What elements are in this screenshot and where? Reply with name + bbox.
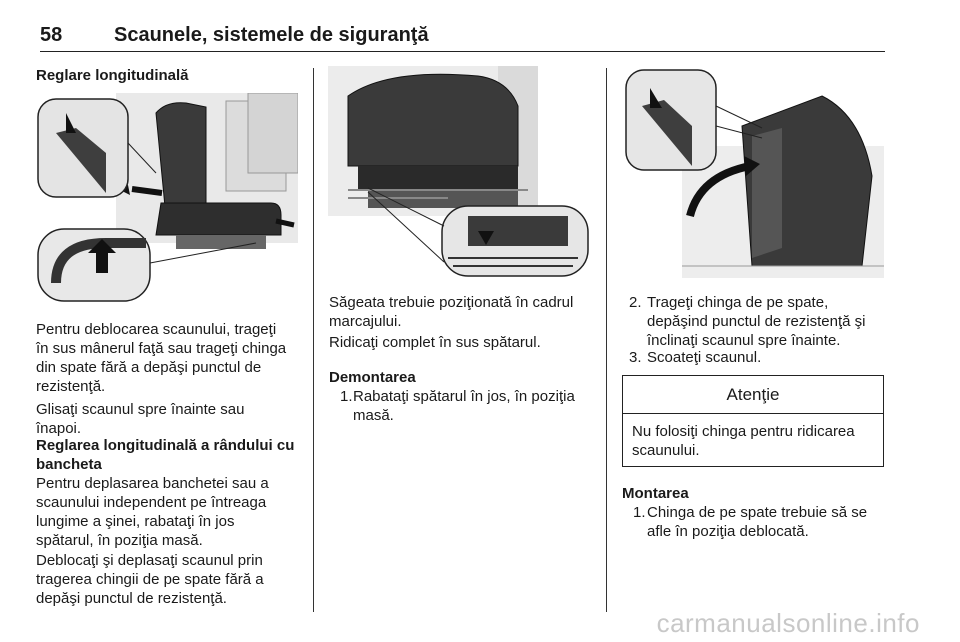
text-line: marcajului. [329, 313, 402, 330]
text-line: Deblocaţi şi deplasaţi scaunul prin [36, 552, 263, 569]
text-line: Pentru deblocarea scaunului, trageţi [36, 321, 277, 338]
page-number: 58 [40, 24, 63, 46]
section-heading: Reglare longitudinală [36, 67, 189, 84]
paragraph [36, 400, 244, 438]
text-line: spătarul, în poziţia masă. [36, 532, 203, 549]
text-line: Trageţi chinga de pe spate, [647, 294, 829, 311]
text-line: scaunului. [632, 442, 700, 459]
paragraph [36, 474, 269, 550]
text-line: Rabataţi spătarul în jos, în poziţia [353, 388, 575, 405]
warning-title: Atenţie [623, 376, 883, 414]
seat-removal-illustration [622, 66, 884, 278]
step-text [353, 387, 575, 425]
text-line: masă. [353, 407, 394, 424]
text-line: bancheta [36, 456, 102, 473]
text-line: rezistenţă. [36, 378, 106, 395]
warning-text [623, 414, 883, 468]
text-line: afle în poziţia deblocată. [647, 523, 809, 540]
page-title: Scaunele, sistemele de siguranţă [114, 24, 429, 46]
watermark: carmanualsonline.info [656, 608, 920, 638]
column-divider [313, 68, 314, 612]
text-line: în sus mânerul faţă sau trageţi chinga [36, 340, 287, 357]
text-line: tragerea chingii de pe spate fără a [36, 571, 264, 588]
step-text: Scoateţi scaunul. [647, 349, 762, 366]
text-line: scaunului independent pe întreaga [36, 494, 267, 511]
step-text [647, 503, 867, 541]
step-number: 2. [629, 294, 642, 311]
text-line: înclinaţi scaunul spre înainte. [647, 332, 841, 349]
step-number: 1. [340, 388, 353, 405]
section-heading: Demontarea [329, 369, 416, 386]
text-line: înapoi. [36, 420, 82, 437]
text-line: depăşi punctul de rezistenţă. [36, 590, 227, 607]
paragraph: Ridicaţi complet în sus spătarul. [329, 334, 541, 351]
text-line: Glisaţi scaunul spre înainte sau [36, 401, 245, 418]
subheading [36, 436, 294, 474]
paragraph [36, 551, 264, 608]
paragraph [329, 293, 573, 331]
section-heading: Montarea [622, 485, 689, 502]
text-line: Pentru deplasarea banchetei sau a [36, 475, 269, 492]
step-text [647, 293, 865, 350]
column-divider [606, 68, 607, 612]
seat-slide-illustration [36, 93, 298, 303]
text-line: lungime a şinei, rabataţi în jos [36, 513, 235, 530]
text-line: Nu folosiţi chinga pentru ridicarea [632, 423, 855, 440]
warning-box [622, 375, 884, 467]
step-number: 1. [633, 504, 646, 521]
text-line: Reglarea longitudinală a rândului cu [36, 437, 295, 454]
page-header [40, 22, 885, 52]
step-number: 3. [629, 349, 642, 366]
text-line: Chinga de pe spate trebuie să se [647, 504, 868, 521]
text-line: Săgeata trebuie poziţionată în cadrul [329, 294, 574, 311]
text-line: depăşind punctul de rezistenţă şi [647, 313, 866, 330]
text-line: din spate fără a depăşi punctul de [36, 359, 262, 376]
paragraph [36, 320, 286, 396]
seat-marking-illustration [328, 66, 590, 278]
